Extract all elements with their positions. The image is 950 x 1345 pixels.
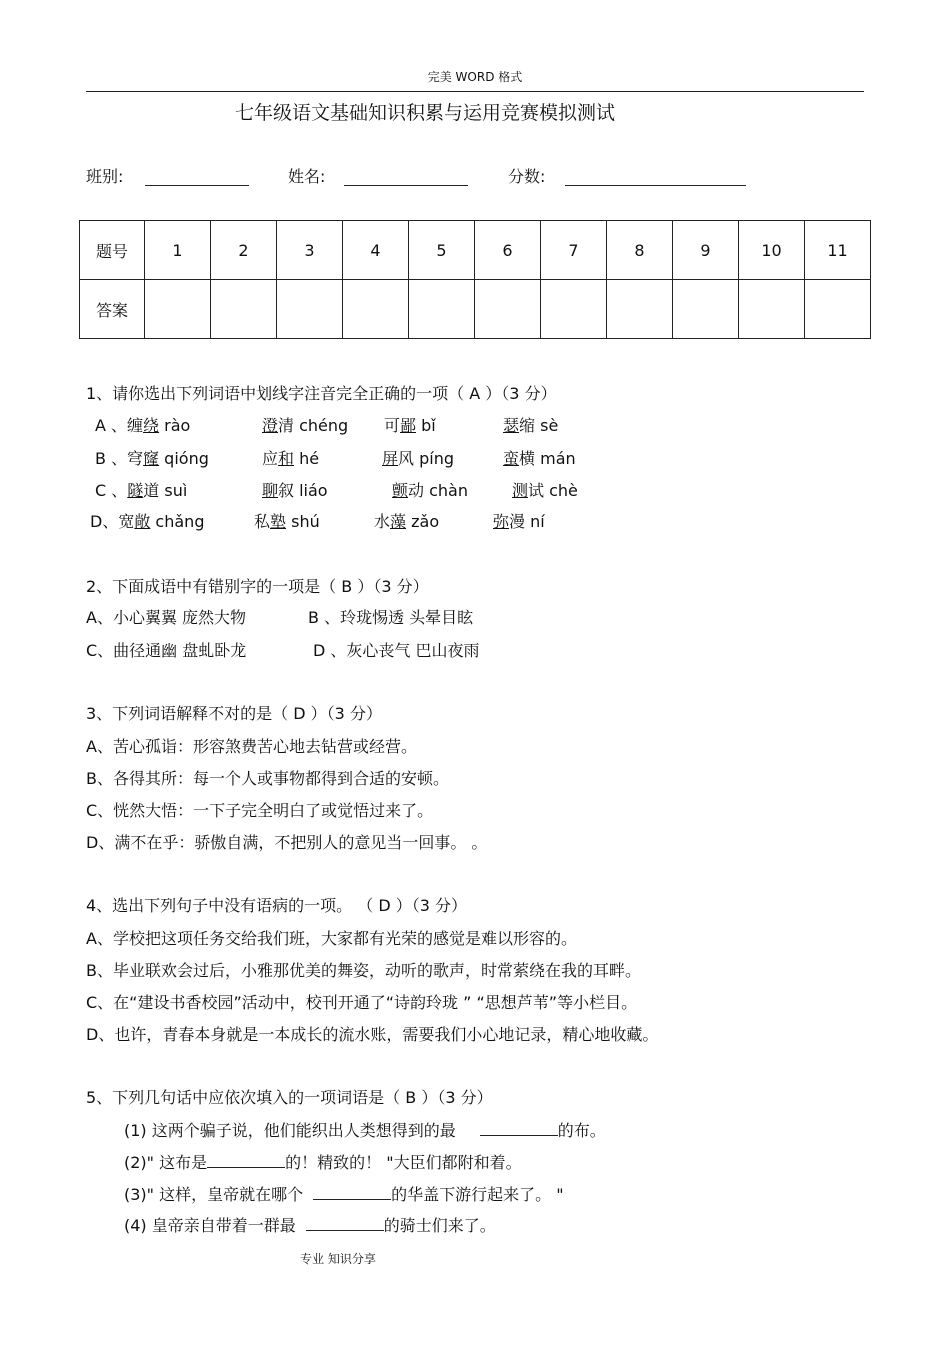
q3-option-c: C、恍然大悟：一下子完全明白了或觉悟过来了。 [86, 801, 434, 820]
answer-cell[interactable] [541, 280, 607, 339]
q1-option-c-2: 聊叙 liáo [262, 481, 328, 500]
q4-stem: 4、选出下列句子中没有语病的一项。 （ D ）（3 分） [86, 896, 468, 915]
q1-stem: 1、请你选出下列词语中划线字注音完全正确的一项（ A ）（3 分） [86, 384, 557, 403]
q4-option-b: B、毕业联欢会过后，小雅那优美的舞姿，动听的歌声，时常萦绕在我的耳畔。 [86, 961, 641, 980]
q1-option-d-3: 水藻 zǎo [374, 512, 440, 531]
q1-option-c-3: 颤动 chàn [392, 481, 468, 500]
answer-cell[interactable] [409, 280, 475, 339]
q1-option-a-2: 澄清 chéng [262, 416, 349, 435]
q1-option-c-4: 测试 chè [512, 481, 578, 500]
q1-option-b-2: 应和 hé [262, 449, 320, 468]
question-number: 11 [805, 221, 871, 280]
row-head-answer: 答案 [80, 280, 145, 339]
name-label: 姓名: [288, 167, 326, 186]
page-header: 完美 WORD 格式 [427, 70, 523, 84]
q1-option-a: A 、缠绕 rào [95, 416, 191, 435]
question-number: 4 [343, 221, 409, 280]
answer-cell[interactable] [277, 280, 343, 339]
q2-option-b: B 、玲珑惕透 头晕目眩 [308, 608, 474, 627]
answer-cell[interactable] [739, 280, 805, 339]
question-number: 3 [277, 221, 343, 280]
q3-stem: 3、下列词语解释不对的是（ D ）（3 分） [86, 704, 382, 723]
row-head-number: 题号 [80, 221, 145, 280]
name-field[interactable] [344, 184, 468, 186]
question-number: 5 [409, 221, 475, 280]
question-number: 10 [739, 221, 805, 280]
answer-cell[interactable] [673, 280, 739, 339]
q1-option-b: B 、穹窿 qióng [95, 449, 209, 468]
q3-option-b: B、各得其所：每一个人或事物都得到合适的安顿。 [86, 769, 449, 788]
score-label: 分数: [508, 167, 546, 186]
score-field[interactable] [565, 184, 746, 186]
answer-cell[interactable] [343, 280, 409, 339]
q2-option-a: A、小心翼翼 庞然大物 [86, 608, 247, 627]
q2-option-c: C、曲径通幽 盘虬卧龙 [86, 641, 247, 660]
answer-cell[interactable] [211, 280, 277, 339]
q3-option-a: A、苦心孤诣：形容煞费苦心地去钻营或经营。 [86, 737, 417, 756]
q4-option-c: C、在“建设书香校园”活动中，校刊开通了“诗韵玲珑 ” “思想芦苇”等小栏目。 [86, 993, 638, 1012]
q4-option-a: A、学校把这项任务交给我们班，大家都有光荣的感觉是难以形容的。 [86, 929, 577, 948]
answer-cell[interactable] [607, 280, 673, 339]
q5-stem: 5、下列几句话中应依次填入的一项词语是（ B ）（3 分） [86, 1088, 493, 1107]
q2-option-d: D 、灰心丧气 巴山夜雨 [313, 641, 480, 660]
answer-cell[interactable] [145, 280, 211, 339]
answer-cell[interactable] [805, 280, 871, 339]
question-number: 2 [211, 221, 277, 280]
class-field[interactable] [145, 184, 249, 186]
q2-stem: 2、下面成语中有错别字的一项是（ B ）（3 分） [86, 577, 429, 596]
q1-option-d-4: 弥漫 ní [493, 512, 545, 531]
q5-sentence-4: (4) 皇帝亲自带着一群最 的骑士们来了。 [124, 1216, 496, 1235]
question-number: 6 [475, 221, 541, 280]
q1-option-d-2: 私塾 shú [254, 512, 320, 531]
question-number: 9 [673, 221, 739, 280]
class-label: 班别: [86, 167, 124, 186]
question-number: 1 [145, 221, 211, 280]
question-number: 8 [607, 221, 673, 280]
answer-cell[interactable] [475, 280, 541, 339]
q5-sentence-3: (3)" 这样，皇帝就在哪个 的华盖下游行起来了。 " [124, 1185, 564, 1204]
q5-sentence-2: (2)" 这布是 的！精致的！ "大臣们都附和着。 [124, 1153, 522, 1172]
page-footer: 专业 知识分享 [300, 1252, 376, 1266]
question-number: 7 [541, 221, 607, 280]
q3-option-d: D、满不在乎：骄傲自满，不把别人的意见当一回事。 。 [86, 833, 488, 852]
q1-option-b-4: 蛮横 mán [503, 449, 576, 468]
header-rule [86, 91, 864, 92]
q1-option-a-3: 可鄙 bǐ [384, 416, 436, 435]
q1-option-b-3: 屏风 píng [382, 449, 455, 468]
q1-option-c: C 、隧道 suì [95, 481, 188, 500]
answer-table [79, 220, 871, 339]
q5-sentence-1: (1) 这两个骗子说，他们能织出人类想得到的最 的布。 [124, 1121, 606, 1140]
q1-option-a-4: 瑟缩 sè [503, 416, 559, 435]
q4-option-d: D、也许，青春本身就是一本成长的流水账，需要我们小心地记录，精心地收藏。 [86, 1025, 659, 1044]
q1-option-d: D、宽敞 chǎng [90, 512, 205, 531]
page-title: 七年级语文基础知识积累与运用竞赛模拟测试 [234, 102, 615, 124]
